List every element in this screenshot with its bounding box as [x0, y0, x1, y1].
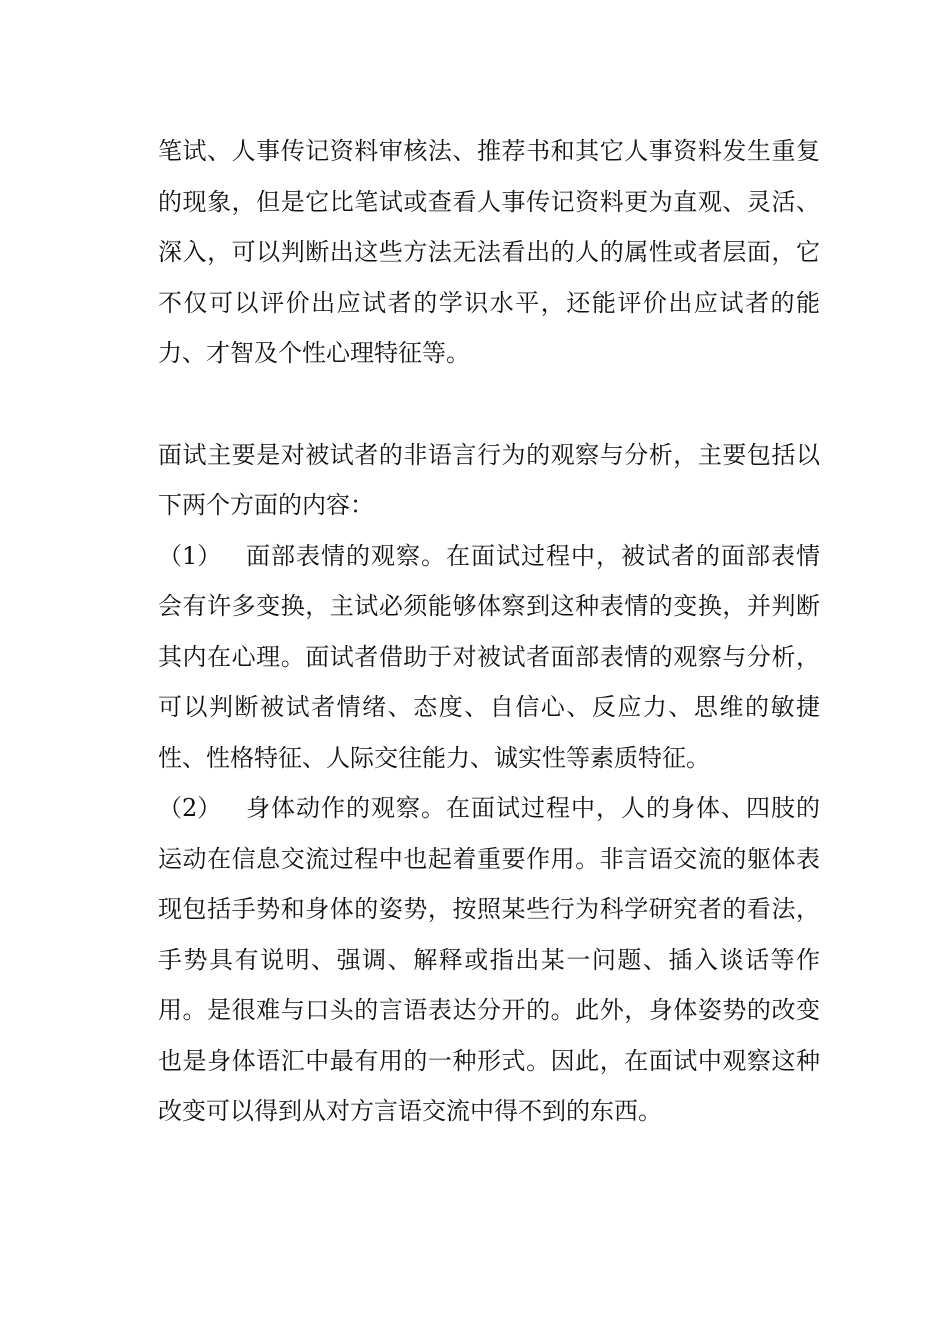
list-item-1 — [158, 531, 820, 784]
list-item-text: 身体动作的观察。在面试过程中，人的身体、四肢的运动在信息交流过程中也起着重要作用。非言语交流的躯体表现包括手势和身体的姿势，按照某些行为科学研究者的看法，手势具有说明、强调、解释或指出某一问题、插入谈话等作用。是很难与口头的言语表达分开的。此外，身体姿势的改变也是身体语汇中最有用的一种形式。因此，在面试中观察这种改变可以得到从对方言语交流中得不到的东西。 — [158, 794, 820, 1125]
list-item-number: （2） — [158, 794, 222, 822]
paragraph-2: 面试主要是对被试者的非语言行为的观察与分析，主要包括以下两个方面的内容： — [158, 440, 820, 519]
list-item-number: （1） — [158, 541, 222, 570]
paragraph-1: 笔试、人事传记资料审核法、推荐书和其它人事资料发生重复的现象，但是它比笔试或查看人事传记资料更为直观、灵活、深入，可以判断出这些方法无法看出的人的属性或者层面，它不仅可以评价出应试者的学识水平，还能评价出应试者的能力、才智及个性心理特征等。 — [158, 137, 820, 367]
document-page — [158, 126, 820, 1137]
list-item-text: 面部表情的观察。在面试过程中，被试者的面部表情会有许多变换，主试必须能够体察到这种表情的变换，并判断其内在心理。面试者借助于对被试者面部表情的观察与分析，可以判断被试者情绪、态度、自信心、反应力、思维的敏捷性、性格特征、人际交往能力、诚实性等素质特征。 — [158, 541, 820, 772]
paragraph-spacer — [158, 379, 820, 430]
list-item-2 — [158, 783, 820, 1137]
